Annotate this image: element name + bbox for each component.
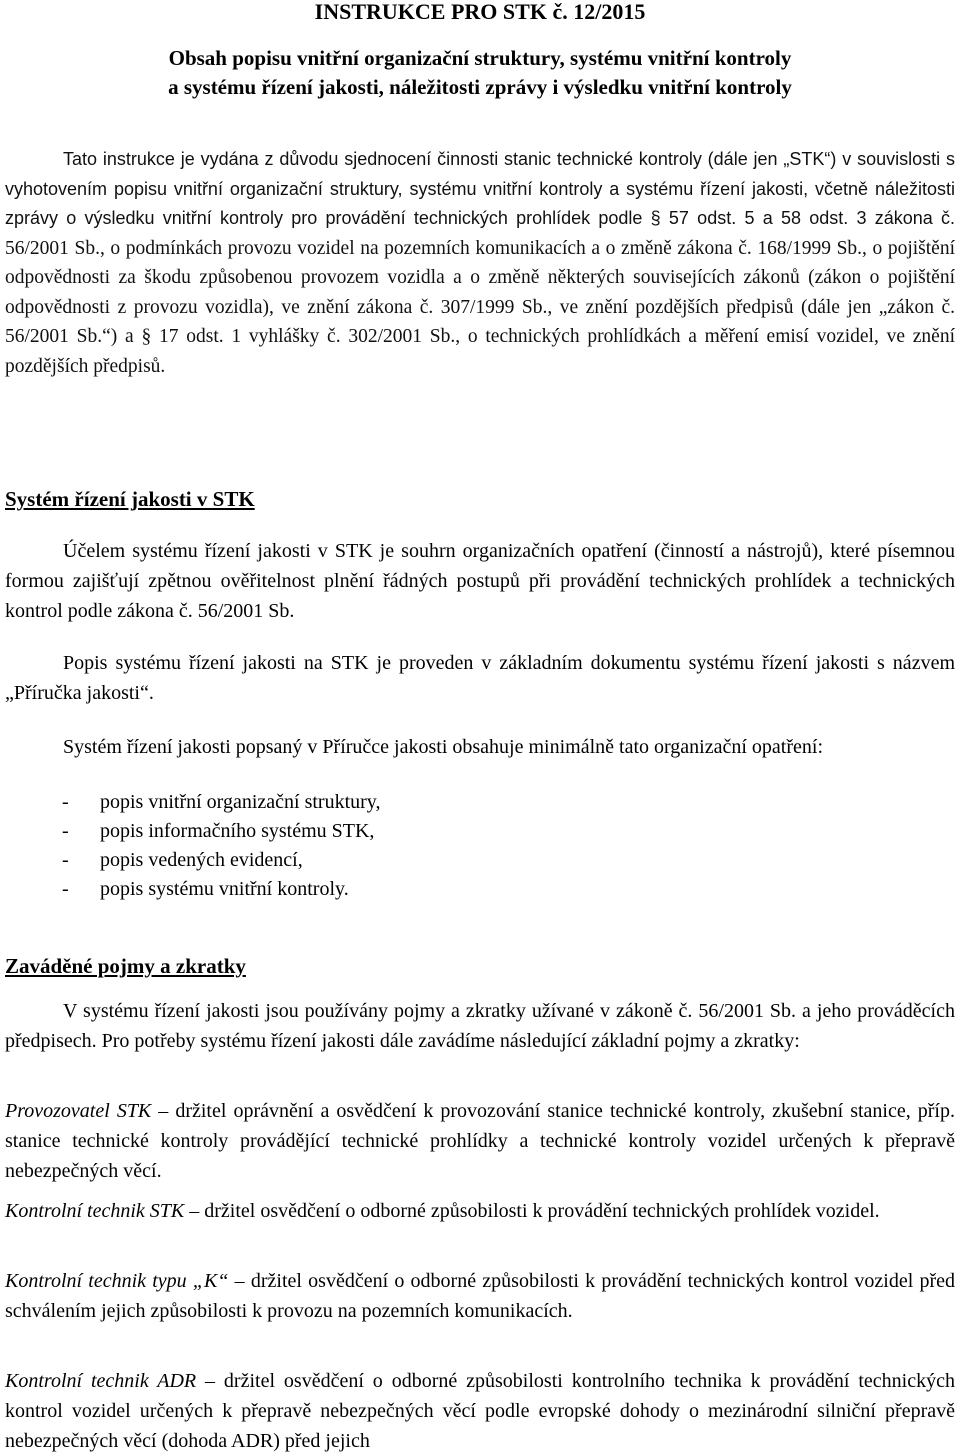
definition-provozovatel xyxy=(5,1096,955,1186)
list-item-text: popis vedených evidencí, xyxy=(100,849,303,871)
list-item-text: popis informačního systému STK, xyxy=(100,820,375,842)
definition-term: Kontrolní technik ADR xyxy=(5,1370,197,1392)
list-item xyxy=(5,846,905,875)
section-heading-quality-system: Systém řízení jakosti v STK xyxy=(5,487,255,511)
list-marker: - xyxy=(62,791,69,813)
definition-term: Kontrolní technik STK xyxy=(5,1200,185,1222)
section-heading-terms: Zaváděné pojmy a zkratky xyxy=(5,954,246,978)
list-marker: - xyxy=(62,849,69,871)
definition-term: Provozovatel STK xyxy=(5,1100,152,1122)
list-marker: - xyxy=(62,820,69,842)
definition-text: – držitel oprávnění a osvědčení k provozování stanice technické kontroly, zkušební stanice, příp. stanice technické kontroly provádějící technické prohlídky a technické kontroly vozidel určených k přepravě nebezpečných věcí. xyxy=(5,1100,955,1182)
definition-text: – držitel osvědčení o odborné způsobilosti k provádění technických kontrol vozidel před schválením jejich způsobilosti k provozu na pozemních komunikacích. xyxy=(5,1270,955,1322)
quality-paragraph-3: Systém řízení jakosti popsaný v Příručce jakosti obsahuje minimálně tato organizační opatření: xyxy=(63,736,823,758)
definition-kontrolni-technik-stk xyxy=(5,1196,955,1226)
subtitle-line-2: a systému řízení jakosti, náležitosti zprávy i výsledku vnitřní kontroly xyxy=(168,75,792,99)
definition-text: – držitel osvědčení o odborné způsobilosti kontrolního technika k provádění technických kontrol vozidel určených k přepravě nebezpečných věcí podle evropské dohody o mezinárodní silniční přepravě nebezpečných věcí (dohoda ADR) před jejich xyxy=(5,1370,955,1452)
list-item xyxy=(5,788,905,817)
list-item-text: popis vnitřní organizační struktury, xyxy=(100,791,381,813)
terms-paragraph-1: V systému řízení jakosti jsou používány pojmy a zkratky užívané v zákoně č. 56/2001 Sb. a jeho prováděcích předpisech. Pro potřeby systému řízení jakosti dále zavádíme následující základní pojmy a zkratky: xyxy=(5,1000,955,1052)
subtitle-line-1: Obsah popisu vnitřní organizační struktury, systému vnitřní kontroly xyxy=(168,46,792,70)
intro-text-serif: 56/2001 Sb., o podmínkách provozu vozidel na pozemních komunikacích a o změně zákona č. 168/1999 Sb., o pojištění odpovědnosti za škodu způsobenou provozem vozidla a o změně některých souvisejících zákonů (zákon o pojištění odpovědnosti z provozu vozidla), ve znění zákona č. 307/1999 Sb., ve znění pozdějších předpisů (dále jen „zákon č. 56/2001 Sb.“) a § 17 odst. 1 vyhlášky č. 302/2001 Sb., o technických prohlídkách a měření emisí vozidel, ve znění pozdějších předpisů. xyxy=(5,237,955,377)
quality-paragraph-2: Popis systému řízení jakosti na STK je proveden v základním dokumentu systému řízení jakosti s názvem „Příručka jakosti“. xyxy=(5,652,955,704)
list-item xyxy=(5,817,905,846)
definition-kontrolni-technik-adr xyxy=(5,1366,955,1456)
quality-paragraph-1: Účelem systému řízení jakosti v STK je souhrn organizačních opatření (činností a nástrojů), které písemnou formou zajišťují zpětnou ověřitelnost plnění řádných postupů při provádění technických prohlídek a technických kontrol podle zákona č. 56/2001 Sb. xyxy=(5,540,955,622)
list-item xyxy=(5,875,905,904)
definition-term: Kontrolní technik typu „K“ xyxy=(5,1270,229,1292)
measures-list xyxy=(5,788,905,904)
document-subtitle xyxy=(0,44,960,102)
definition-kontrolni-technik-k xyxy=(5,1266,955,1326)
list-item-text: popis systému vnitřní kontroly. xyxy=(100,878,349,900)
document-title: INSTRUKCE PRO STK č. 12/2015 xyxy=(314,0,646,24)
intro-paragraph xyxy=(5,145,955,381)
list-marker: - xyxy=(62,878,69,900)
definition-text: – držitel osvědčení o odborné způsobilosti k provádění technických prohlídek vozidel. xyxy=(184,1200,880,1222)
intro-text-sans: Tato instrukce je vydána z důvodu sjednocení činnosti stanic technické kontroly (dále jen „STK“) v souvislosti s vyhotovením popisu vnitřní organizační struktury, systému vnitřní kontroly a systému řízení jakosti, včetně náležitosti zprávy o výsledku vnitřní kontroly pro provádění technických prohlídek podle § 57 odst. 5 a 58 odst. 3 zákona č. xyxy=(5,149,955,228)
